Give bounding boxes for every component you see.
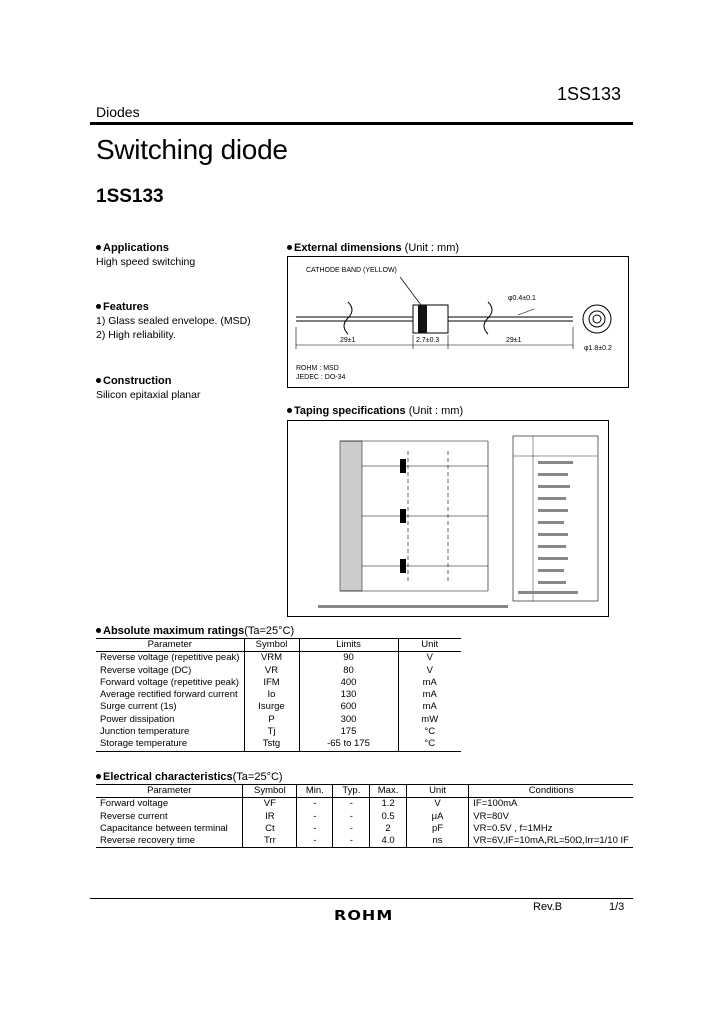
lead-length-left: 29±1 bbox=[340, 337, 356, 344]
parameter-cell: Capacitance between terminal bbox=[100, 822, 228, 834]
typ-cell: - bbox=[333, 823, 370, 835]
table-row bbox=[96, 677, 461, 689]
min-cell: - bbox=[297, 798, 333, 811]
symbol-cell: VRM bbox=[244, 652, 299, 665]
bullet-icon bbox=[96, 378, 101, 383]
unit-cell: V bbox=[398, 652, 461, 665]
typ-cell: - bbox=[333, 798, 370, 811]
parameter-cell: Reverse recovery time bbox=[96, 835, 243, 848]
construction-item: Silicon epitaxial planar bbox=[96, 389, 201, 401]
construction-heading: Construction bbox=[103, 375, 172, 387]
bullet-icon bbox=[287, 245, 292, 250]
symbol-cell: IR bbox=[243, 811, 297, 823]
parameter-cell: Reverse current bbox=[100, 810, 168, 822]
revision-label: Rev.B bbox=[533, 901, 563, 913]
lead-length-right: 29±1 bbox=[506, 337, 522, 344]
table-header-row bbox=[96, 785, 633, 798]
max-cell: 4.0 bbox=[370, 835, 406, 848]
unit-cell: mA bbox=[398, 689, 461, 701]
cathode-band-label: CATHODE BAND (YELLOW) bbox=[306, 267, 397, 274]
table-row bbox=[96, 726, 461, 738]
external-heading-text: External dimensions bbox=[294, 242, 402, 254]
body-diameter: φ1.8±0.2 bbox=[584, 345, 612, 352]
diode-outline-drawing bbox=[288, 257, 628, 387]
external-unit: (Unit : mm) bbox=[404, 242, 460, 254]
page-number: 1/3 bbox=[609, 901, 625, 913]
taping-unit: (Unit : mm) bbox=[408, 405, 464, 417]
elec-condition: (Ta=25°C) bbox=[232, 771, 283, 783]
bullet-icon bbox=[96, 774, 101, 779]
symbol-cell: VF bbox=[243, 798, 297, 811]
unit-cell: ns bbox=[406, 835, 469, 848]
column-header: Symbol bbox=[244, 639, 299, 652]
body-length: 2.7±0.3 bbox=[416, 337, 440, 344]
column-header: Unit bbox=[406, 785, 469, 798]
features-heading: Features bbox=[103, 301, 149, 313]
features-item: 2) High reliability. bbox=[96, 329, 176, 341]
limits-cell: 600 bbox=[299, 701, 398, 713]
max-cell: 0.5 bbox=[370, 811, 406, 823]
footer-rule bbox=[90, 898, 633, 899]
limits-cell: 130 bbox=[299, 689, 398, 701]
table-row bbox=[96, 701, 461, 713]
column-header: Min. bbox=[297, 785, 333, 798]
limits-cell: 90 bbox=[299, 652, 398, 665]
rohm-logo: ROHM bbox=[334, 907, 394, 924]
rohm-package-code: ROHM : MSD bbox=[296, 365, 339, 372]
elec-heading bbox=[96, 771, 283, 783]
abs-max-heading-text: Absolute maximum ratings bbox=[103, 625, 245, 637]
column-header: Limits bbox=[299, 639, 398, 652]
table-row bbox=[96, 823, 633, 835]
external-dimensions-heading bbox=[287, 242, 459, 254]
min-cell: - bbox=[297, 823, 333, 835]
table-row bbox=[96, 652, 461, 665]
symbol-cell: Tj bbox=[244, 726, 299, 738]
table-row bbox=[96, 738, 461, 751]
applications-section bbox=[96, 242, 195, 268]
parameter-cell: Average rectified forward current bbox=[100, 689, 238, 701]
taping-drawing bbox=[287, 420, 609, 617]
column-header: Symbol bbox=[243, 785, 297, 798]
unit-cell: °C bbox=[398, 726, 461, 738]
column-header: Parameter bbox=[96, 785, 243, 798]
conditions-cell: IF=100mA bbox=[469, 798, 633, 811]
symbol-cell: Io bbox=[244, 689, 299, 701]
table-row bbox=[96, 665, 461, 677]
symbol-cell: VR bbox=[244, 665, 299, 677]
limits-cell: 300 bbox=[299, 714, 398, 726]
parameter-cell: Junction temperature bbox=[100, 726, 190, 738]
symbol-cell: Ct bbox=[243, 823, 297, 835]
conditions-cell: VR=6V,IF=10mA,RL=50Ω,Irr=1/10 IF bbox=[469, 835, 633, 848]
parameter-cell: Reverse voltage (DC) bbox=[100, 664, 192, 676]
max-cell: 2 bbox=[370, 823, 406, 835]
abs-max-heading bbox=[96, 625, 294, 637]
table-row bbox=[96, 798, 633, 811]
lead-diameter: φ0.4±0.1 bbox=[508, 295, 536, 302]
symbol-cell: Tstg bbox=[244, 738, 299, 751]
symbol-cell: Isurge bbox=[244, 701, 299, 713]
symbol-cell: IFM bbox=[244, 677, 299, 689]
limits-cell: 175 bbox=[299, 726, 398, 738]
column-header: Unit bbox=[398, 639, 461, 652]
table-row bbox=[96, 714, 461, 726]
parameter-cell: Reverse voltage (repetitive peak) bbox=[100, 652, 240, 664]
unit-cell: μA bbox=[406, 811, 469, 823]
elec-heading-text: Electrical characteristics bbox=[103, 771, 233, 783]
bullet-icon bbox=[96, 304, 101, 309]
parameter-cell: Forward voltage bbox=[100, 798, 169, 810]
unit-cell: V bbox=[406, 798, 469, 811]
limits-cell: 80 bbox=[299, 665, 398, 677]
min-cell: - bbox=[297, 811, 333, 823]
external-dimensions-drawing bbox=[287, 256, 629, 388]
table-header-row bbox=[96, 639, 461, 652]
min-cell: - bbox=[297, 835, 333, 848]
unit-cell: pF bbox=[406, 823, 469, 835]
unit-cell: °C bbox=[398, 738, 461, 751]
abs-max-condition: (Ta=25°C) bbox=[244, 625, 295, 637]
bullet-icon bbox=[287, 408, 292, 413]
symbol-cell: P bbox=[244, 714, 299, 726]
applications-item: High speed switching bbox=[96, 256, 196, 268]
taping-heading bbox=[287, 405, 463, 417]
features-item: 1) Glass sealed envelope. (MSD) bbox=[96, 315, 251, 327]
page-title: Switching diode bbox=[96, 134, 288, 165]
limits-cell: 400 bbox=[299, 677, 398, 689]
typ-cell: - bbox=[333, 835, 370, 848]
parameter-cell: Forward voltage (repetitive peak) bbox=[100, 676, 239, 688]
unit-cell: mW bbox=[398, 714, 461, 726]
bullet-icon bbox=[96, 628, 101, 633]
abs-max-table bbox=[96, 638, 461, 752]
features-section bbox=[96, 301, 251, 341]
taping-spec-drawing bbox=[288, 421, 608, 616]
unit-cell: mA bbox=[398, 701, 461, 713]
part-number: 1SS133 bbox=[96, 186, 164, 207]
bullet-icon bbox=[96, 245, 101, 250]
parameter-cell: Power dissipation bbox=[100, 713, 175, 725]
symbol-cell: Trr bbox=[243, 835, 297, 848]
typ-cell: - bbox=[333, 811, 370, 823]
column-header: Max. bbox=[370, 785, 406, 798]
construction-section bbox=[96, 375, 200, 401]
applications-heading: Applications bbox=[103, 242, 170, 254]
unit-cell: V bbox=[398, 665, 461, 677]
limits-cell: -65 to 175 bbox=[299, 738, 398, 751]
column-header: Parameter bbox=[96, 639, 244, 652]
taping-heading-text: Taping specifications bbox=[294, 405, 406, 417]
conditions-cell: VR=80V bbox=[469, 811, 633, 823]
parameter-cell: Storage temperature bbox=[96, 738, 244, 751]
table-row bbox=[96, 835, 633, 848]
column-header: Conditions bbox=[469, 785, 633, 798]
elec-table bbox=[96, 784, 633, 848]
jedec-package-code: JEDEC : DO-34 bbox=[296, 374, 346, 381]
header-category: Diodes bbox=[96, 104, 140, 120]
table-row bbox=[96, 689, 461, 701]
parameter-cell: Surge current (1s) bbox=[100, 701, 177, 713]
unit-cell: mA bbox=[398, 677, 461, 689]
header-rule bbox=[90, 122, 633, 125]
conditions-cell: VR=0.5V , f=1MHz bbox=[469, 823, 633, 835]
max-cell: 1.2 bbox=[370, 798, 406, 811]
column-header: Typ. bbox=[333, 785, 370, 798]
table-row bbox=[96, 811, 633, 823]
header-part-number: 1SS133 bbox=[557, 84, 622, 104]
